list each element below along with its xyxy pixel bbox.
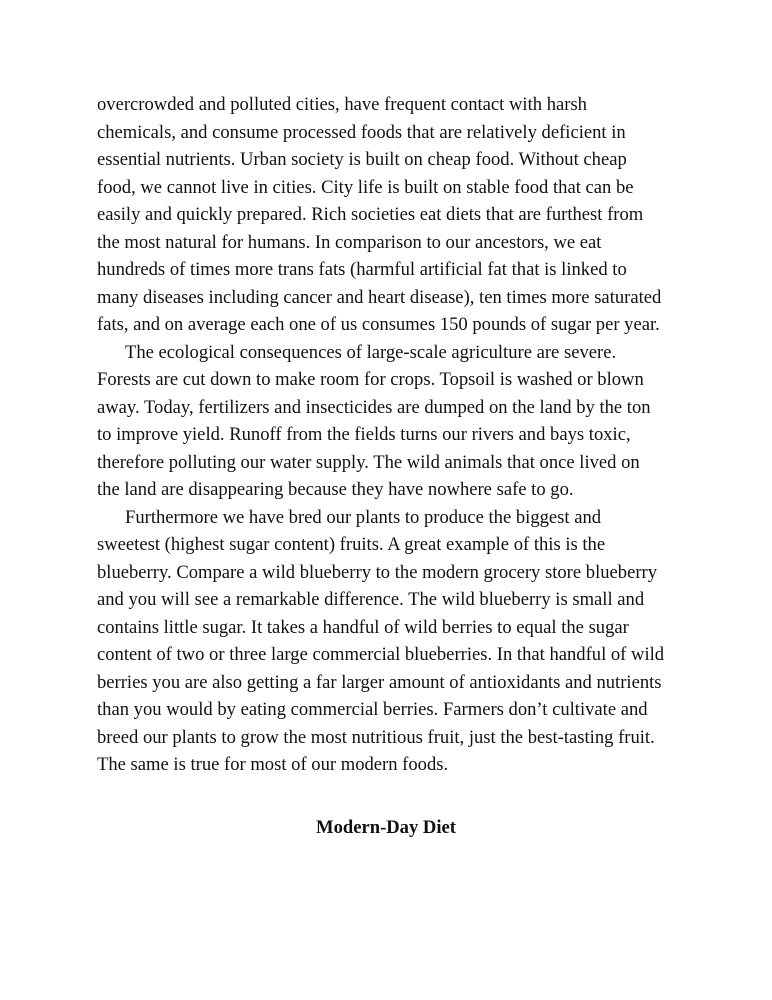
- text-line: The ecological consequences of large-scale agriculture are severe.: [125, 341, 617, 363]
- text-line: hundreds of times more trans fats (harmful artificial fat that is linked to: [97, 259, 627, 280]
- text-line: many diseases including cancer and heart disease), ten times more saturated: [97, 286, 662, 308]
- body-text: [97, 91, 697, 779]
- text-line: food, we cannot live in cities. City life is built on stable food that can be: [97, 176, 634, 198]
- text-line: content of two or three large commercial blueberries. In that handful of wild: [97, 644, 665, 665]
- text-line: easily and quickly prepared. Rich societies eat diets that are furthest from: [97, 204, 644, 225]
- text-line: chemicals, and consume processed foods that are relatively deficient in: [97, 121, 626, 143]
- text-line: the land are disappearing because they have nowhere safe to go.: [97, 479, 574, 500]
- text-line: Furthermore we have bred our plants to produce the biggest and: [125, 506, 602, 528]
- text-line: the most natural for humans. In comparison to our ancestors, we eat: [97, 231, 602, 253]
- text-line: The same is true for most of our modern foods.: [97, 754, 449, 775]
- text-line: breed our plants to grow the most nutritious fruit, just the best-tasting fruit.: [97, 726, 655, 748]
- text-line: to improve yield. Runoff from the fields turns our rivers and bays toxic,: [97, 424, 631, 445]
- text-line: and you will see a remarkable difference. The wild blueberry is small and: [97, 589, 645, 610]
- section-heading: Modern-Day Diet: [316, 817, 456, 838]
- text-line: berries you are also getting a far larger amount of antioxidants and nutrients: [97, 671, 662, 693]
- text-line: fats, and on average each one of us consumes 150 pounds of sugar per year.: [97, 314, 660, 335]
- text-line: blueberry. Compare a wild blueberry to the modern grocery store blueberry: [97, 561, 658, 583]
- text-line: contains little sugar. It takes a handful of wild berries to equal the sugar: [97, 616, 629, 638]
- text-line: therefore polluting our water supply. The wild animals that once lived on: [97, 451, 640, 473]
- paragraph: [97, 91, 697, 339]
- text-line: Forests are cut down to make room for crops. Topsoil is washed or blown: [97, 369, 644, 390]
- paragraph: [97, 504, 697, 779]
- text-line: sweetest (highest sugar content) fruits. A great example of this is the: [97, 534, 606, 555]
- paragraph: [97, 339, 697, 504]
- text-line: essential nutrients. Urban society is built on cheap food. Without cheap: [97, 149, 627, 170]
- text-line: overcrowded and polluted cities, have frequent contact with harsh: [97, 94, 587, 115]
- text-line: away. Today, fertilizers and insecticides are dumped on the land by the ton: [97, 396, 651, 418]
- text-line: than you would by eating commercial berries. Farmers don’t cultivate and: [97, 699, 648, 720]
